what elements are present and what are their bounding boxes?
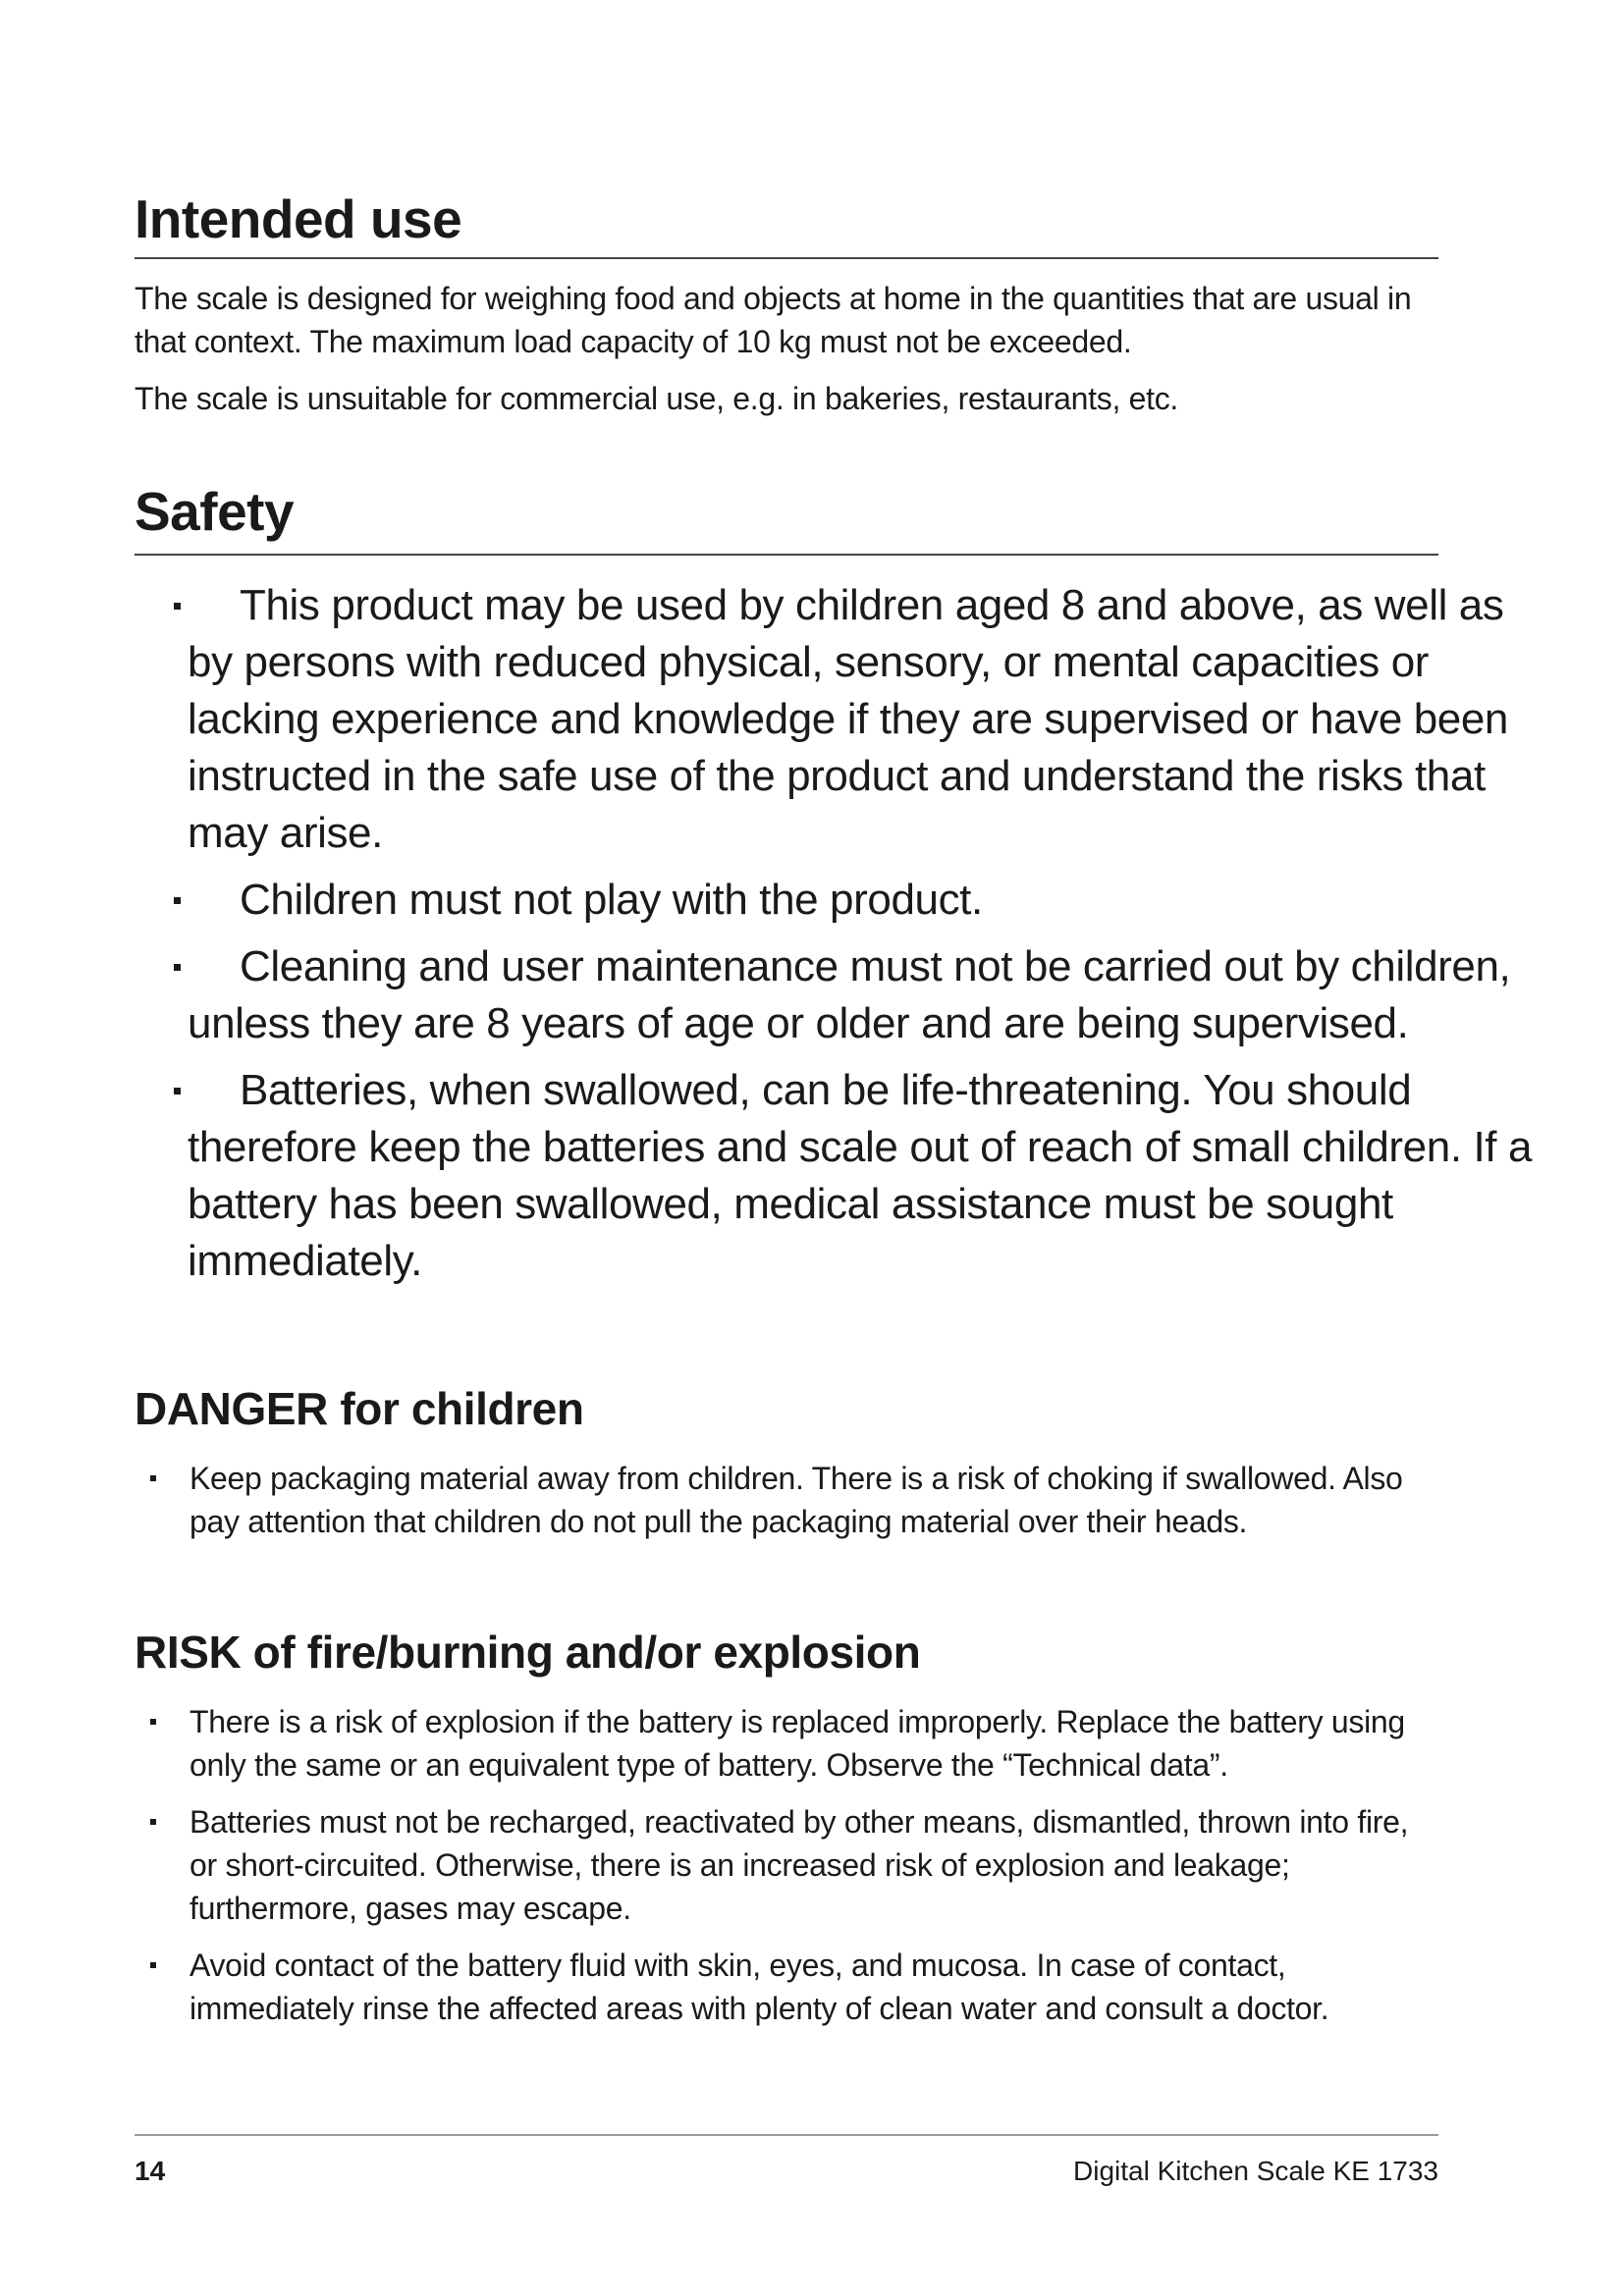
safety-item xyxy=(135,938,1515,1052)
risk-fire-item-text: There is a risk of explosion if the battery is replaced improperly. Replace the battery using only the same or an equivalent type of battery. Observe the “Technical data”. xyxy=(189,1704,1405,1783)
intended-use-paragraph-2: The scale is unsuitable for commercial use, e.g. in bakeries, restaurants, etc. xyxy=(135,381,1179,416)
bullet-icon xyxy=(174,603,181,610)
bullet-icon xyxy=(174,897,181,904)
danger-children-list xyxy=(135,1457,1438,1557)
risk-fire-item-text: Batteries must not be recharged, reactivated by other means, dismantled, thrown into fire, or short-circuited. Otherwise, there is an increased risk of explosion and leakage; furthermore, gases may escape. xyxy=(189,1804,1409,1926)
bullet-icon xyxy=(174,1088,181,1095)
bullet-icon xyxy=(150,1962,156,1968)
bullet-icon xyxy=(150,1719,156,1725)
safety-rule xyxy=(135,554,1438,556)
footer-rule xyxy=(135,2134,1438,2136)
bullet-icon xyxy=(174,964,181,971)
safety-item-text: Children must not play with the product. xyxy=(240,876,983,924)
bullet-icon xyxy=(150,1475,156,1481)
intended-use-rule xyxy=(135,257,1438,259)
document-title: Digital Kitchen Scale KE 1733 xyxy=(1073,2156,1438,2186)
safety-item-text: Batteries, when swallowed, can be life-threatening. You should therefore keep the batteries and scale out of reach of small children. If a battery has been swallowed, medical assistance must be sought immediately. xyxy=(188,1066,1533,1285)
risk-fire-item xyxy=(135,1944,1438,2030)
manual-page xyxy=(135,0,1533,2296)
danger-children-heading: DANGER for children xyxy=(135,1383,584,1434)
safety-item-text: This product may be used by children aged 8 and above, as well as by persons with reduced physical, sensory, or mental capacities or lacking experience and knowledge if they are supervised or have been instructed in the safe use of the product and understand the risks that may arise. xyxy=(188,581,1509,857)
safety-item xyxy=(135,577,1515,862)
safety-list xyxy=(135,577,1533,1300)
risk-fire-list xyxy=(135,1700,1438,2044)
safety-item xyxy=(135,1062,1564,1290)
danger-children-item xyxy=(135,1457,1438,1543)
page-number: 14 xyxy=(135,2156,166,2186)
risk-fire-item xyxy=(135,1800,1438,1930)
bullet-icon xyxy=(150,1819,156,1825)
safety-item xyxy=(135,872,1515,929)
safety-heading: Safety xyxy=(135,481,295,542)
danger-children-item-text: Keep packaging material away from children. There is a risk of choking if swallowed. Also pay attention that children do not pull the packaging material over their heads. xyxy=(189,1461,1403,1539)
risk-fire-item-text: Avoid contact of the battery fluid with skin, eyes, and mucosa. In case of contact, immediately rinse the affected areas with plenty of clean water and consult a doctor. xyxy=(189,1948,1329,2026)
risk-fire-item xyxy=(135,1700,1438,1787)
safety-item-text: Cleaning and user maintenance must not be carried out by children, unless they are 8 years of age or older and are being supervised. xyxy=(188,942,1511,1047)
intended-use-heading: Intended use xyxy=(135,188,462,249)
intended-use-paragraph-1: The scale is designed for weighing food and objects at home in the quantities that are usual in that context. The maximum load capacity of 10 kg must not be exceeded. xyxy=(135,281,1412,359)
risk-fire-heading: RISK of fire/burning and/or explosion xyxy=(135,1627,921,1678)
